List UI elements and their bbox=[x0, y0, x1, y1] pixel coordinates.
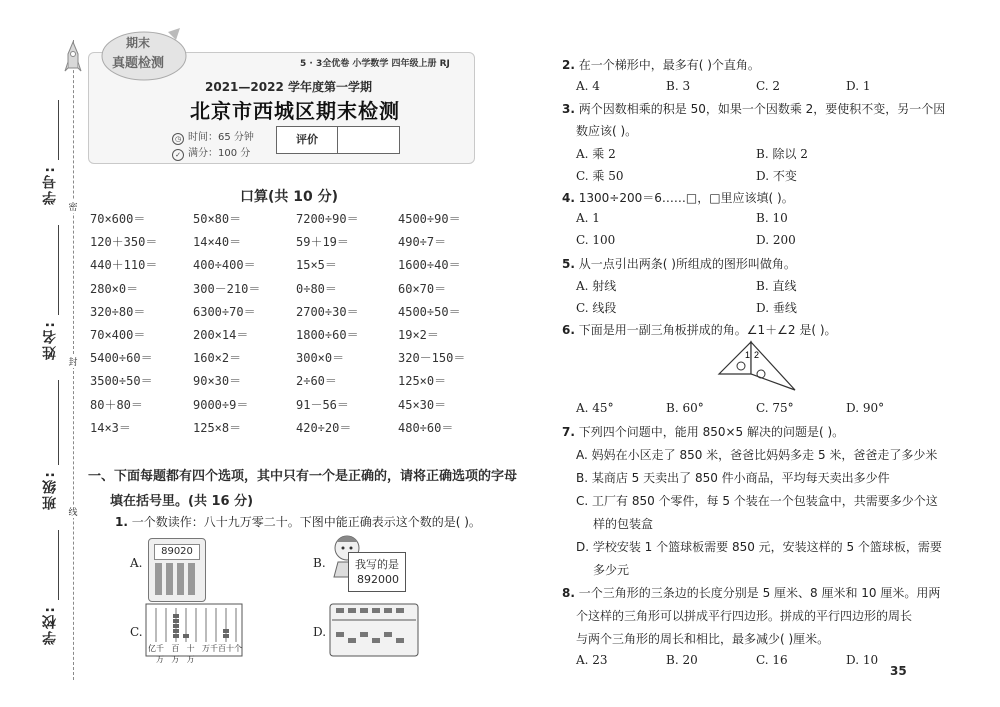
q6-option-a: A. 45° bbox=[576, 401, 614, 415]
oral-calc-item: 125×8＝ bbox=[193, 420, 242, 435]
oral-calc-item: 9000÷9＝ bbox=[193, 397, 249, 412]
q2-text: 在一个梯形中，最多有( )个直角。 bbox=[578, 58, 760, 72]
q3-text: 两个因数相乘的积是 50，如果一个因数乘 2，要使积不变，另一个因 bbox=[578, 102, 946, 116]
place-qianwan: 千万 bbox=[156, 644, 164, 664]
oral-calc-item: 2÷60＝ bbox=[296, 374, 337, 389]
exam-logo bbox=[98, 26, 190, 84]
oral-calc-item: 200×14＝ bbox=[193, 328, 249, 342]
seal-mark-mi: 密 bbox=[66, 200, 80, 213]
q4 bbox=[562, 189, 794, 206]
class-label: 班级: bbox=[42, 470, 58, 510]
oral-calc-item: 480÷60＝ bbox=[398, 420, 454, 435]
q7-option-a: A. 妈妈在小区走了 850 米，爸爸比妈妈多走 5 米，爸爸走了多少米 bbox=[576, 448, 938, 462]
q5-option-c: C. 线段 bbox=[576, 301, 617, 315]
q3 bbox=[562, 100, 945, 117]
oral-calc-item: 400÷400＝ bbox=[193, 258, 256, 273]
oral-calc-item: 4500÷50＝ bbox=[398, 304, 461, 319]
q8-option-a: A. 23 bbox=[576, 653, 608, 667]
q7 bbox=[562, 423, 844, 440]
q3-text-line2: 数应该( )。 bbox=[576, 124, 638, 138]
logo-line-1: 期末 bbox=[126, 36, 151, 50]
oral-calc-item: 70×600＝ bbox=[90, 212, 146, 226]
school-label: 学校: bbox=[42, 605, 58, 645]
oral-calc-item: 300－210＝ bbox=[193, 281, 261, 296]
q1-option-b: B. bbox=[313, 556, 326, 570]
q3-option-c: C. 乘 50 bbox=[576, 169, 624, 183]
calculator-keys bbox=[155, 563, 199, 595]
angle2-label: 2 bbox=[754, 350, 760, 360]
exam-time-text: 时间：65 分钟 bbox=[188, 132, 254, 143]
check-icon: ✓ bbox=[172, 149, 184, 161]
q6 bbox=[562, 321, 837, 338]
set-square-figure bbox=[715, 338, 799, 396]
series-info: 5 · 3全优卷 小学数学 四年级上册 RJ bbox=[300, 59, 450, 69]
place-bai: 百 bbox=[217, 644, 226, 653]
oral-calc-item: 1600÷40＝ bbox=[398, 258, 461, 273]
oral-calc-item: 14×40＝ bbox=[193, 235, 242, 250]
oral-calc-item: 300×0＝ bbox=[296, 351, 345, 366]
name-label: 姓名: bbox=[42, 320, 58, 360]
q8-text-line1: 一个三角形的三条边的长度分别是 5 厘米、8 厘米和 10 厘米。用两 bbox=[578, 586, 941, 600]
student-id-label: 学号: bbox=[42, 165, 58, 205]
q8-option-b: B. 20 bbox=[666, 653, 698, 667]
clock-icon: ◷ bbox=[172, 133, 184, 145]
q8 bbox=[562, 584, 940, 601]
q1 bbox=[115, 513, 481, 530]
oral-calc-item: 0÷80＝ bbox=[296, 281, 337, 296]
q3-option-a: A. 乘 2 bbox=[576, 147, 616, 161]
q7-option-d: D. 学校安装 1 个篮球板需要 850 元，安装这样的 5 个篮球板，需要 bbox=[576, 540, 942, 554]
page-number: 35 bbox=[890, 664, 907, 678]
section1-instruction-line2: 填在括号里。(共 16 分) bbox=[110, 494, 254, 509]
angle1-label: 1 bbox=[745, 350, 751, 360]
q7-option-c: C. 工厂有 850 个零件，每 5 个装在一个包装盒中，共需要多少个这 bbox=[576, 494, 938, 508]
abacus-d-image bbox=[328, 602, 420, 660]
exam-time bbox=[172, 128, 254, 145]
q5-number: 5. bbox=[562, 257, 575, 271]
q1-option-a: A. bbox=[130, 556, 143, 570]
q4-option-c: C. 100 bbox=[576, 233, 616, 247]
oral-calc-item: 90×30＝ bbox=[193, 374, 242, 389]
place-wan: 万 bbox=[201, 644, 210, 653]
q4-option-d: D. 200 bbox=[756, 233, 796, 247]
speech-text: 我写的是 bbox=[355, 558, 399, 571]
q2-option-a: A. 4 bbox=[576, 79, 600, 93]
speech-number: 892000 bbox=[357, 573, 399, 586]
q2-option-b: B. 3 bbox=[666, 79, 691, 93]
q6-text: 下面是用一副三角板拼成的角。∠1＋∠2 是( )。 bbox=[578, 323, 837, 337]
q1-option-d: D. bbox=[313, 625, 327, 639]
rocket-icon bbox=[64, 40, 82, 76]
q7-option-c-cont: 样的包装盒 bbox=[593, 517, 654, 531]
oral-calc-item: 50×80＝ bbox=[193, 212, 242, 226]
student-id-line bbox=[58, 100, 59, 160]
oral-calc-item: 490÷7＝ bbox=[398, 235, 447, 250]
oral-calc-item: 19×2＝ bbox=[398, 328, 439, 342]
place-ge: 个 bbox=[233, 644, 242, 653]
q4-number: 4. bbox=[562, 191, 575, 205]
oral-calc-item: 15×5＝ bbox=[296, 258, 337, 273]
q1-number: 1. bbox=[115, 515, 128, 529]
oral-calc-item: 1800÷60＝ bbox=[296, 328, 359, 342]
q2 bbox=[562, 56, 760, 73]
oral-calc-item: 70×400＝ bbox=[90, 328, 146, 342]
oral-calc-item: 3500÷50＝ bbox=[90, 374, 153, 389]
seal-mark-xian: 线 bbox=[66, 505, 80, 518]
seal-mark-feng: 封 bbox=[66, 355, 80, 368]
place-yi: 亿 bbox=[148, 644, 156, 653]
speech-board bbox=[348, 552, 406, 592]
q6-option-b: B. 60° bbox=[666, 401, 704, 415]
q5-option-d: D. 垂线 bbox=[756, 301, 797, 315]
q5 bbox=[562, 255, 796, 272]
exam-score-text: 满分：100 分 bbox=[188, 148, 251, 159]
q8-option-d: D. 10 bbox=[846, 653, 879, 667]
school-line bbox=[58, 530, 59, 600]
q7-option-b: B. 某商店 5 天卖出了 850 件小商品，平均每天卖出多少件 bbox=[576, 471, 890, 485]
oral-calc-item: 420÷20＝ bbox=[296, 420, 352, 435]
q5-text: 从一点引出两条( )所组成的图形叫做角。 bbox=[578, 257, 796, 271]
place-shiwan: 十万 bbox=[186, 644, 195, 664]
q3-option-d: D. 不变 bbox=[756, 169, 797, 183]
name-line bbox=[58, 225, 59, 315]
oral-calc-item: 7200÷90＝ bbox=[296, 212, 359, 226]
q5-option-b: B. 直线 bbox=[756, 279, 797, 293]
oral-calc-item: 14×3＝ bbox=[90, 420, 131, 435]
oral-calc-item: 440＋110＝ bbox=[90, 258, 158, 273]
oral-calc-item: 59＋19＝ bbox=[296, 235, 349, 250]
q7-number: 7. bbox=[562, 425, 575, 439]
oral-calc-item: 160×2＝ bbox=[193, 351, 242, 366]
q8-text-line3: 与两个三角形的周长和相比，最多减少( )厘米。 bbox=[576, 632, 830, 646]
q4-option-a: A. 1 bbox=[576, 211, 600, 225]
oral-calc-item: 120＋350＝ bbox=[90, 235, 158, 250]
q6-option-c: C. 75° bbox=[756, 401, 794, 415]
calculator-image bbox=[148, 538, 206, 602]
q2-option-c: C. 2 bbox=[756, 79, 781, 93]
q6-number: 6. bbox=[562, 323, 575, 337]
q8-text-line2: 个这样的三角形可以拼成平行四边形。拼成的平行四边形的周长 bbox=[576, 609, 913, 623]
oral-calc-item: 6300÷70＝ bbox=[193, 304, 256, 319]
q8-option-c: C. 16 bbox=[756, 653, 788, 667]
oral-calc-item: 80＋80＝ bbox=[90, 397, 143, 412]
oral-calc-item: 280×0＝ bbox=[90, 281, 139, 296]
q2-option-d: D. 1 bbox=[846, 79, 871, 93]
q8-number: 8. bbox=[562, 586, 575, 600]
q1-option-c: C. bbox=[130, 625, 143, 639]
q7-text: 下列四个问题中，能用 850×5 解决的问题是( )。 bbox=[578, 425, 845, 439]
q5-option-a: A. 射线 bbox=[576, 279, 617, 293]
evaluation-box bbox=[276, 126, 400, 154]
oral-calc-item: 320÷80＝ bbox=[90, 304, 146, 319]
class-line bbox=[58, 380, 59, 465]
oral-calc-item: 5400÷60＝ bbox=[90, 351, 153, 366]
q3-number: 3. bbox=[562, 102, 575, 116]
oral-calc-item: 2700÷30＝ bbox=[296, 304, 359, 319]
exam-title: 北京市西城区期末检测 bbox=[190, 99, 400, 123]
q6-option-d: D. 90° bbox=[846, 401, 885, 415]
place-baiwan: 百万 bbox=[171, 644, 180, 664]
exam-score bbox=[172, 144, 250, 161]
evaluation-label: 评价 bbox=[277, 127, 338, 153]
place-shi: 十 bbox=[225, 644, 234, 653]
oral-calc-item: 45×30＝ bbox=[398, 397, 447, 412]
exam-year-subtitle: 2021—2022 学年度第一学期 bbox=[205, 80, 372, 94]
q7-option-d-cont: 多少元 bbox=[593, 563, 630, 577]
calculator-display: 89020 bbox=[154, 544, 200, 560]
place-qian: 千 bbox=[209, 644, 218, 653]
q2-number: 2. bbox=[562, 58, 575, 72]
oral-calc-item: 91－56＝ bbox=[296, 397, 349, 412]
oral-calc-item: 125×0＝ bbox=[398, 374, 447, 389]
q3-option-b: B. 除以 2 bbox=[756, 147, 808, 161]
oral-calc-title: 口算(共 10 分) bbox=[240, 189, 339, 205]
section1-instruction-line1: 一、下面每题都有四个选项，其中只有一个是正确的，请将正确选项的字母 bbox=[88, 469, 518, 484]
q1-text: 一个数读作：八十九万零二十。下图中能正确表示这个数的是( )。 bbox=[131, 515, 481, 529]
logo-line-2: 真题检测 bbox=[112, 56, 165, 71]
q4-text: 1300÷200＝6……□，□里应该填( )。 bbox=[578, 191, 794, 205]
abacus-c-places bbox=[148, 643, 242, 665]
oral-calc-item: 4500÷90＝ bbox=[398, 212, 461, 226]
oral-calc-item: 60×70＝ bbox=[398, 281, 447, 296]
q4-option-b: B. 10 bbox=[756, 211, 788, 225]
oral-calc-item: 320－150＝ bbox=[398, 351, 466, 366]
